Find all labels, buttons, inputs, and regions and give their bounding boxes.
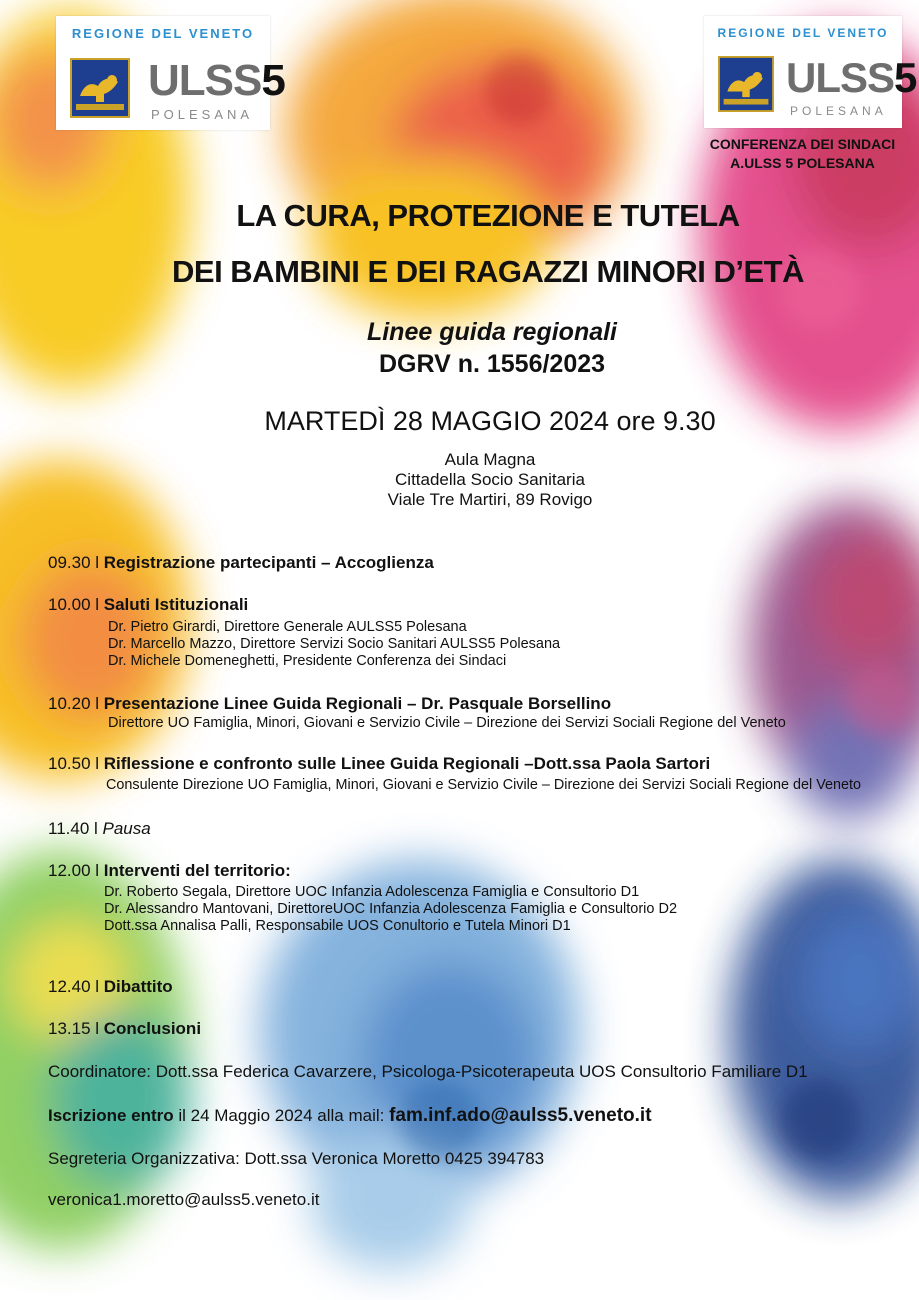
venue-line: Aula Magna bbox=[444, 450, 536, 469]
subtitle-italic: Linee guida regionali bbox=[366, 318, 618, 346]
programme-item bbox=[48, 754, 710, 774]
speaker-line: Dott.ssa Annalisa Palli, Responsabile UOS Conultorio e Tutela Minori D1 bbox=[104, 918, 571, 934]
programme-details bbox=[108, 715, 786, 732]
programme-time: 09.30 l bbox=[48, 553, 104, 572]
speaker-line: Dr. Alessandro Mantovani, DirettoreUOC Infanzia Adolescenza Famiglia e Consultorio D2 bbox=[104, 901, 678, 917]
programme-title: Interventi del territorio: bbox=[103, 861, 291, 880]
programme-time: 10.00 l bbox=[48, 595, 104, 614]
venue-line: Cittadella Socio Sanitaria bbox=[395, 470, 585, 489]
programme-time: 10.50 l bbox=[48, 754, 104, 773]
speaker-line: Dr. Marcello Mazzo, Direttore Servizi Socio Sanitari AULSS5 Polesana bbox=[108, 636, 561, 652]
ulss5-logo-left bbox=[56, 16, 285, 130]
event-date: MARTEDÌ 28 MAGGIO 2024 ore 9.30 bbox=[264, 406, 716, 436]
programme-item bbox=[48, 819, 151, 839]
logo-polesana-label: POLESANA bbox=[790, 104, 887, 118]
programme-title: Conclusioni bbox=[103, 1019, 202, 1038]
secretariat-line: Segreteria Organizzativa: Dott.ssa Veronica Moretto 0425 394783 bbox=[48, 1149, 545, 1168]
programme-time: 13.15 l bbox=[48, 1019, 104, 1038]
programme-time: 12.00 l bbox=[48, 861, 104, 880]
speaker-line: Direttore UO Famiglia, Minori, Giovani e Servizio Civile – Direzione dei Servizi Sociali Regione del Veneto bbox=[108, 715, 786, 731]
programme-details bbox=[108, 619, 560, 670]
title-line-2: DEI BAMBINI E DEI RAGAZZI MINORI D’ETÀ bbox=[172, 254, 804, 289]
programme-item bbox=[48, 553, 434, 573]
programme-title: Dibattito bbox=[103, 977, 173, 996]
programme-item bbox=[48, 1019, 201, 1039]
registration-line bbox=[48, 1105, 652, 1127]
speaker-line: Dr. Roberto Segala, Direttore UOC Infanzia Adolescenza Famiglia e Consultorio D1 bbox=[104, 884, 640, 900]
programme-details bbox=[106, 777, 861, 794]
programme-time: 10.20 l bbox=[48, 694, 104, 713]
speaker-line: Dr. Pietro Girardi, Direttore Generale AULSS5 Polesana bbox=[108, 619, 467, 635]
programme-title: Presentazione Linee Guida Regionali – Dr. Pasquale Borsellino bbox=[103, 694, 612, 713]
logo-ulss-text: ULSS5 bbox=[786, 54, 917, 101]
programme-item bbox=[48, 861, 291, 881]
coordinator-line: Coordinatore: Dott.ssa Federica Cavarzere, Psicologa-Psicoterapeuta UOS Consultorio Familiare D1 bbox=[48, 1062, 808, 1081]
logo-region-label: REGIONE DEL VENETO bbox=[717, 26, 889, 40]
ulss5-logo-right bbox=[704, 16, 917, 128]
logo-polesana-label: POLESANA bbox=[151, 107, 254, 122]
registration-email-link[interactable]: fam.inf.ado@aulss5.veneto.it bbox=[389, 1105, 652, 1126]
logo-ulss-text: ULSS5 bbox=[148, 56, 285, 105]
lion-shield-icon bbox=[718, 56, 774, 112]
programme-item bbox=[48, 694, 611, 714]
secretariat-email-link[interactable]: veronica1.moretto@aulss5.veneto.it bbox=[48, 1190, 320, 1209]
subtitle-ref: DGRV n. 1556/2023 bbox=[378, 350, 606, 378]
programme-time: 12.40 l bbox=[48, 977, 104, 996]
venue-line: Viale Tre Martiri, 89 Rovigo bbox=[387, 490, 593, 509]
programme-item bbox=[48, 595, 248, 615]
programme-details bbox=[104, 884, 677, 935]
programme-title: Pausa bbox=[102, 819, 151, 838]
conference-label: CONFERENZA DEI SINDACI A.ULSS 5 POLESANA bbox=[709, 136, 896, 171]
programme-title: Saluti Istituzionali bbox=[103, 595, 249, 614]
programme-item bbox=[48, 977, 173, 997]
logo-region-label: REGIONE DEL VENETO bbox=[71, 26, 255, 41]
registration-deadline-label: Iscrizione entro bbox=[48, 1106, 174, 1125]
venue bbox=[0, 450, 919, 510]
title-line-1: LA CURA, PROTEZIONE E TUTELA bbox=[236, 198, 740, 233]
programme-title: Riflessione e confronto sulle Linee Guida Regionali –Dott.ssa Paola Sartori bbox=[103, 754, 711, 773]
speaker-line: Consulente Direzione UO Famiglia, Minori, Giovani e Servizio Civile – Direzione dei Servizi Sociali Regione del Veneto bbox=[106, 777, 862, 793]
speaker-line: Dr. Michele Domeneghetti, Presidente Conferenza dei Sindaci bbox=[108, 653, 507, 669]
registration-text: il 24 Maggio 2024 alla mail: bbox=[173, 1106, 390, 1125]
programme-time: 11.40 l bbox=[48, 819, 103, 838]
lion-shield-icon bbox=[70, 58, 130, 118]
programme-title: Registrazione partecipanti – Accoglienza bbox=[103, 553, 434, 572]
